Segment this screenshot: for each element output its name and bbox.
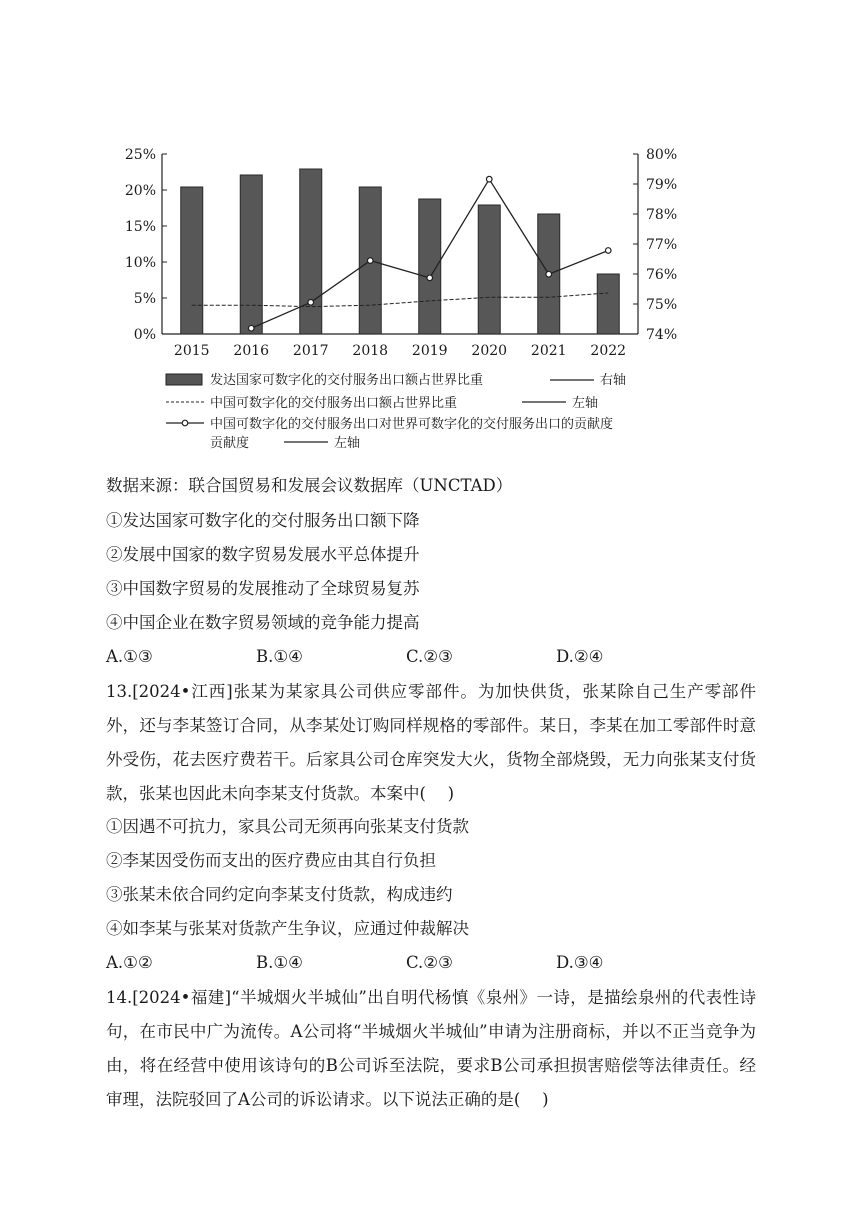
left-tick-label: 25% [124, 147, 156, 163]
q13-options [106, 951, 756, 975]
q13-stem: 13.[2024•江西]张某为某家具公司供应零部件。为加快供货，张某除自己生产零部件外，还与李某签订合同，从李某处订购同样规格的零部件。某日，李某在加工零部件时意外受伤，花去医疗费若干。后家具公司仓库突发大火，货物全部烧毁，无力向张某支付货款，张某也因此未向李某支付货款。本案中( ) [106, 682, 756, 803]
left-tick-label: 15% [124, 219, 156, 235]
legend-marker-label: 中国可数字化的交付服务出口对世界可数字化的交付服务出口的贡献度 [210, 417, 614, 432]
q12-option-c: C.②③ [406, 647, 453, 666]
q12-option-a: A.①③ [106, 647, 153, 666]
x-tick-label: 2018 [352, 343, 389, 359]
marker-point [248, 325, 254, 331]
legend [166, 372, 626, 451]
q12-statement-1: ①发达国家可数字化的交付服务出口额下降 [106, 511, 420, 530]
q13-statement-3: ③张某未依合同约定向李某支付货款，构成违约 [106, 885, 453, 904]
right-tick-label: 76% [646, 267, 678, 283]
q13-statement-4: ④如李某与张某对货款产生争议，应通过仲裁解决 [106, 919, 469, 938]
q13-option-a: A.①② [106, 953, 153, 972]
q12-option-d: D.②④ [556, 647, 604, 666]
left-tick-label: 0% [133, 327, 156, 343]
legend-marker-axis: 左轴 [334, 436, 361, 451]
right-tick-label: 78% [646, 207, 678, 223]
q12-statement-2: ②发展中国家的数字贸易发展水平总体提升 [106, 545, 420, 564]
x-tick-label: 2017 [292, 343, 329, 359]
left-tick-label: 20% [124, 183, 156, 199]
bar [300, 169, 322, 334]
q12-statement-3: ③中国数字贸易的发展推动了全球贸易复苏 [106, 579, 420, 598]
bar [419, 199, 441, 334]
left-tick-label: 10% [124, 255, 156, 271]
left-tick-label: 5% [133, 291, 156, 307]
q13-option-d: D.③④ [556, 953, 604, 972]
chart-axes [162, 154, 638, 334]
tick-labels [125, 147, 677, 359]
legend-bar-label: 发达国家可数字化的交付服务出口额占世界比重 [210, 373, 484, 388]
marker-point [605, 248, 611, 254]
q13-option-c: C.②③ [406, 953, 453, 972]
right-tick-label: 80% [646, 147, 678, 163]
q13-statement-1: ①因遇不可抗力，家具公司无须再向张某支付货款 [106, 817, 469, 836]
q12-option-b: B.①④ [256, 647, 303, 666]
x-tick-label: 2021 [530, 343, 567, 359]
marker-point [427, 275, 433, 281]
legend-marker-dot [182, 420, 188, 426]
bar [478, 205, 500, 334]
legend-bar-axis: 右轴 [600, 373, 627, 388]
marker-point [367, 258, 373, 264]
marker-point [486, 176, 492, 182]
q12-options [106, 645, 756, 669]
bar [597, 274, 619, 334]
marker-point [546, 271, 552, 277]
data-source: 数据来源：联合国贸易和发展会议数据库（UNCTAD） [106, 476, 513, 495]
q13-option-b: B.①④ [256, 953, 303, 972]
chart [0, 0, 860, 470]
bar [240, 175, 262, 334]
right-tick-label: 79% [646, 177, 678, 193]
marker-point [308, 300, 314, 306]
right-tick-label: 77% [646, 237, 678, 253]
bar-series [181, 169, 620, 334]
right-tick-label: 74% [646, 327, 678, 343]
q12-statement-4: ④中国企业在数字贸易领域的竞争能力提高 [106, 613, 420, 632]
legend-dashed-axis: 左轴 [572, 396, 599, 411]
legend-dashed-label: 中国可数字化的交付服务出口额占世界比重 [210, 396, 458, 411]
x-tick-label: 2019 [411, 343, 448, 359]
legend-marker-label-line2: 贡献度 [210, 436, 250, 451]
legend-bar-swatch [166, 374, 202, 385]
q14-stem: 14.[2024•福建]“半城烟火半城仙”出自明代杨慎《泉州》一诗，是描绘泉州的代表性诗句，在市民中广为流传。A公司将“半城烟火半城仙”申请为注册商标，并以不正当竞争为由，将在经营中使用该诗句的B公司诉至法院，要求B公司承担损害赔偿等法律责任。经审理，法院驳回了A公司的诉讼请求。以下说法正确的是( ) [106, 988, 756, 1109]
right-tick-label: 75% [646, 297, 678, 313]
q13-statement-2: ②李某因受伤而支出的医疗费应由其自行负担 [106, 851, 436, 870]
bar [181, 187, 203, 334]
x-tick-label: 2016 [233, 343, 270, 359]
x-tick-label: 2022 [590, 343, 627, 359]
x-tick-label: 2015 [173, 343, 210, 359]
x-tick-label: 2020 [471, 343, 508, 359]
